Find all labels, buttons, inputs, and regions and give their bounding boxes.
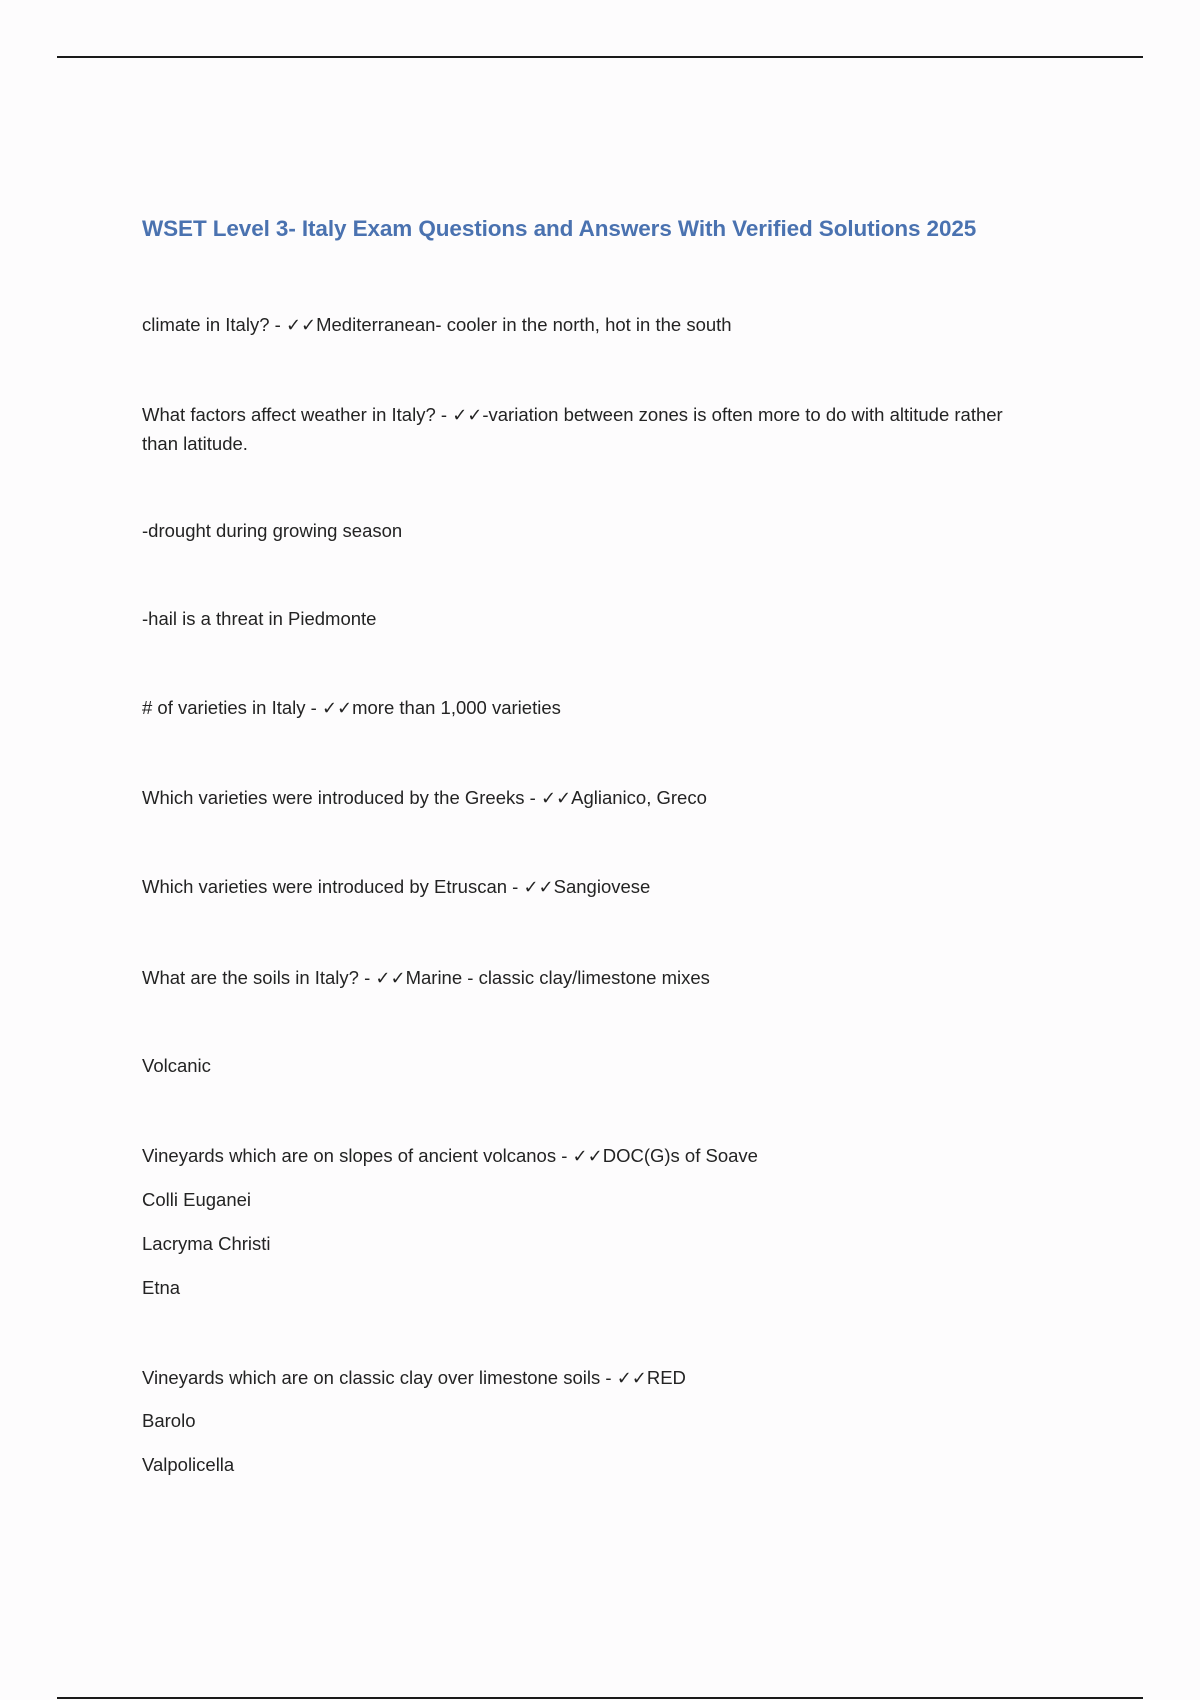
double-check-icon: ✓✓ bbox=[616, 1368, 647, 1389]
double-check-icon: ✓✓ bbox=[375, 968, 406, 989]
continuation-line: Etna bbox=[142, 1277, 181, 1298]
header-rule bbox=[57, 56, 1143, 58]
answer-text: Aglianico, Greco bbox=[571, 787, 707, 808]
continuation-line: Colli Euganei bbox=[142, 1189, 252, 1210]
answer-text: Marine - classic clay/limestone mixes bbox=[405, 967, 710, 988]
continuation-line: Valpolicella bbox=[142, 1454, 235, 1475]
qa-line bbox=[142, 873, 650, 902]
footer-rule bbox=[57, 1697, 1143, 1699]
question-text: Which varieties were introduced by the Greeks - bbox=[142, 787, 541, 808]
qa-line bbox=[142, 694, 561, 723]
answer-text: DOC(G)s of Soave bbox=[602, 1145, 758, 1166]
double-check-icon: ✓✓ bbox=[572, 1146, 603, 1167]
answer-text: Mediterranean- cooler in the north, hot in the south bbox=[316, 314, 732, 335]
qa-line bbox=[142, 1364, 686, 1393]
question-text: Which varieties were introduced by Etruscan - bbox=[142, 876, 524, 897]
question-text: Vineyards which are on classic clay over limestone soils - bbox=[142, 1367, 617, 1388]
qa-line bbox=[142, 784, 707, 813]
qa-line bbox=[142, 964, 710, 993]
double-check-icon: ✓✓ bbox=[321, 698, 353, 719]
answer-text: RED bbox=[646, 1367, 686, 1388]
double-check-icon: ✓✓ bbox=[452, 405, 483, 426]
double-check-icon: ✓✓ bbox=[523, 877, 554, 898]
continuation-line: -hail is a threat in Piedmonte bbox=[142, 608, 377, 629]
answer-text: more than 1,000 varieties bbox=[352, 697, 561, 718]
double-check-icon: ✓✓ bbox=[285, 315, 317, 336]
double-check-icon: ✓✓ bbox=[540, 788, 572, 809]
continuation-line: -drought during growing season bbox=[142, 520, 403, 541]
qa-line bbox=[142, 1142, 758, 1171]
question-text: climate in Italy? - bbox=[142, 314, 286, 335]
question-text: # of varieties in Italy - bbox=[142, 697, 322, 718]
answer-text: -variation between zones is often more to do with altitude rather than latitude. bbox=[142, 404, 1003, 454]
answer-text: Sangiovese bbox=[553, 876, 651, 897]
question-text: What factors affect weather in Italy? - bbox=[142, 404, 453, 425]
qa-line bbox=[142, 311, 732, 340]
document-title: WSET Level 3- Italy Exam Questions and Answers With Verified Solutions 2025 bbox=[142, 216, 977, 241]
qa-line bbox=[142, 401, 1042, 458]
continuation-line: Lacryma Christi bbox=[142, 1233, 271, 1254]
question-text: What are the soils in Italy? - bbox=[142, 967, 376, 988]
question-text: Vineyards which are on slopes of ancient volcanos - bbox=[142, 1145, 573, 1166]
continuation-line: Volcanic bbox=[142, 1055, 211, 1076]
continuation-line: Barolo bbox=[142, 1410, 196, 1431]
